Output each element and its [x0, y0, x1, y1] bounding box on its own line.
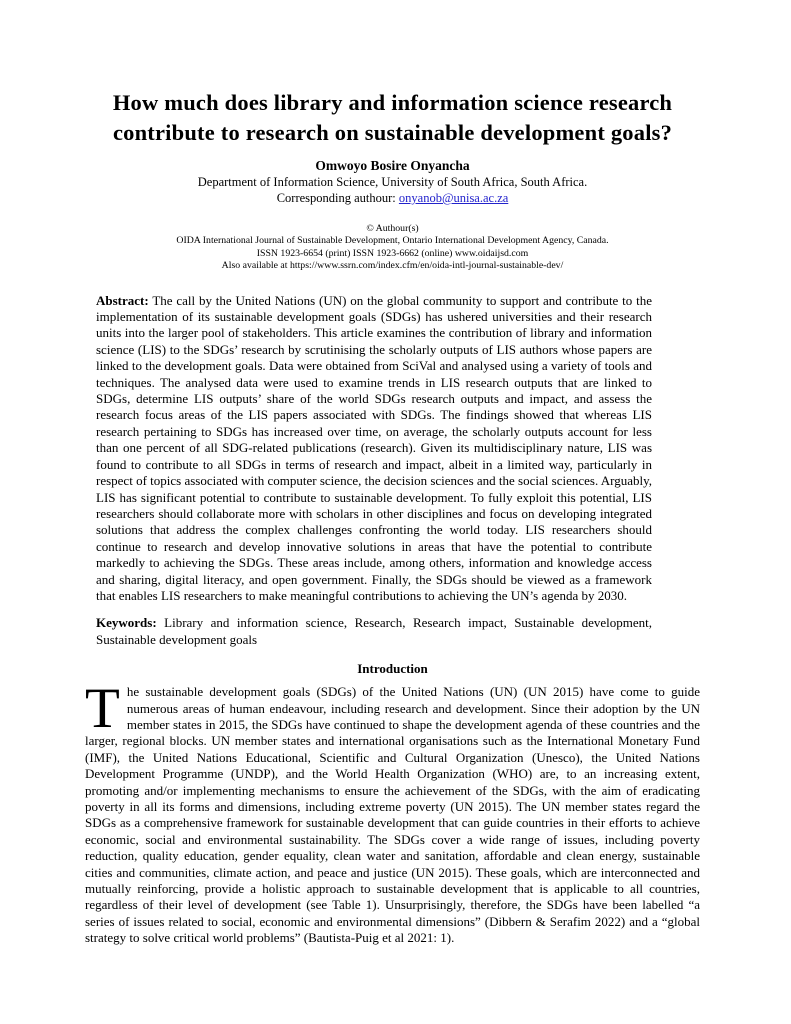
- introduction-paragraph: [85, 677, 700, 947]
- introduction-text: he sustainable development goals (SDGs) of the United Nations (UN) (UN 2015) have come to guide numerous areas of human endeavour, including research and development. Since their adoption by the UN member states in 2015, the SDGs have continued to shape the development agenda of these countries and the larger, regional blocks. UN member states and international organisations such as the International Monetary Fund (IMF), the United Nations Educational, Scientific and Cultural Organization (Unesco), the United Nations Development Programme (UNDP), and the World Health Organization (WHO) are, to an increasing extent, promoting and/or implementing mechanisms to ensure the achievement of the SDGs, with the aim of eradicating poverty in all its forms and dimensions, including extreme poverty (UN 2015). The UN member states regard the SDGs as a comprehensive framework for sustainable development that can guide countries in their efforts to achieve economic, social and environmental sustainability. The SDGs cover a wide range of issues, including poverty reduction, quality education, gender equality, clean water and sanitation, affordable and clean energy, sustainable cities and communities, climate action, and peace and justice (UN 2015). These goals, which are interconnected and mutually reinforcing, provide a holistic approach to sustainable development that is applicable to all countries, regardless of their level of development (see Table 1). Unsurprisingly, therefore, the SDGs have been labelled “a series of issues related to social, economic and environmental dimensions” (Dibbern & Serafim 2022) and a “global strategy to solve critical world problems” (Bautista-Puig et al 2021: 1).: [85, 684, 700, 946]
- drop-cap: T: [85, 677, 120, 741]
- introduction-heading: Introduction: [357, 661, 428, 677]
- abstract-paragraph: [96, 293, 652, 605]
- corresponding-email-link[interactable]: onyanob@unisa.ac.za: [398, 191, 509, 205]
- corresponding-label: Corresponding authour:: [276, 191, 396, 205]
- issn-line: ISSN 1923-6654 (print) ISSN 1923-6662 (online) www.oidaijsd.com: [256, 247, 529, 259]
- paper-title-line1: How much does library and information science research: [112, 90, 673, 115]
- abstract-label: Abstract:: [96, 292, 149, 308]
- author-name: Omwoyo Bosire Onyancha: [315, 158, 470, 173]
- abstract-text: The call by the United Nations (UN) on the global community to support and contribute to the implementation of its sustainable development goals (SDGs) has ushered universities and their research units into the larger pool of stakeholders. This article examines the contribution of library and information science (LIS) to the SDGs’ research by scrutinising the scholarly outputs of LIS authors whose papers are linked to the development goals. Data were obtained from SciVal and analysed using a variety of tools and techniques. The analysed data were used to examine trends in LIS research outputs that are linked to SDGs, determine LIS outputs’ share of the world SDGs research outputs and impact, and assess the research focus areas of the LIS papers associated with SDGs. The findings showed that whereas LIS research pertaining to SDGs has increased over time, on average, the scholarly outputs account for less than one percent of all SDG-related publications (research). Given its multidisciplinary nature, LIS was found to contribute to all SDGs in terms of research and impact, albeit in a limited way, particularly in respect of topics associated with computer science, the decision sciences and the social sciences. Arguably, LIS has significant potential to contribute to sustainable development. To fully exploit this potential, LIS researchers should collaborate more with scholars in other disciplines and focus on developing integrated solutions that address the complex challenges confronting the world today. LIS researchers should continue to research and develop innovative solutions in areas that have the potential to contribute markedly to achieving the SDGs. These areas include, among others, information and knowledge access and sharing, digital literacy, and open government. Finally, the SDGs should be viewed as a framework that enables LIS researchers to make meaningful contributions to achieving the UN’s agenda by 2030.: [96, 292, 652, 603]
- keywords-text: Library and information science, Research, Research impact, Sustainable development, Sustainable development goals: [96, 615, 652, 647]
- journal-imprint: [85, 223, 700, 273]
- author-block: [85, 157, 700, 206]
- paper-title: [85, 88, 700, 148]
- author-affiliation: Department of Information Science, University of South Africa, South Africa.: [197, 175, 588, 189]
- journal-name-line: OIDA International Journal of Sustainable Development, Ontario International Development Agency, Canada.: [176, 235, 609, 247]
- keywords-label: Keywords:: [96, 615, 157, 631]
- corresponding-author-line: [85, 190, 700, 206]
- paper-title-line2: contribute to research on sustainable development goals?: [112, 120, 673, 145]
- copyright-line: © Authour(s): [366, 223, 419, 234]
- availability-line: Also available at https://www.ssrn.com/index.cfm/en/oida-intl-journal-sustainable-dev/: [221, 260, 564, 272]
- keywords-paragraph: [96, 615, 652, 648]
